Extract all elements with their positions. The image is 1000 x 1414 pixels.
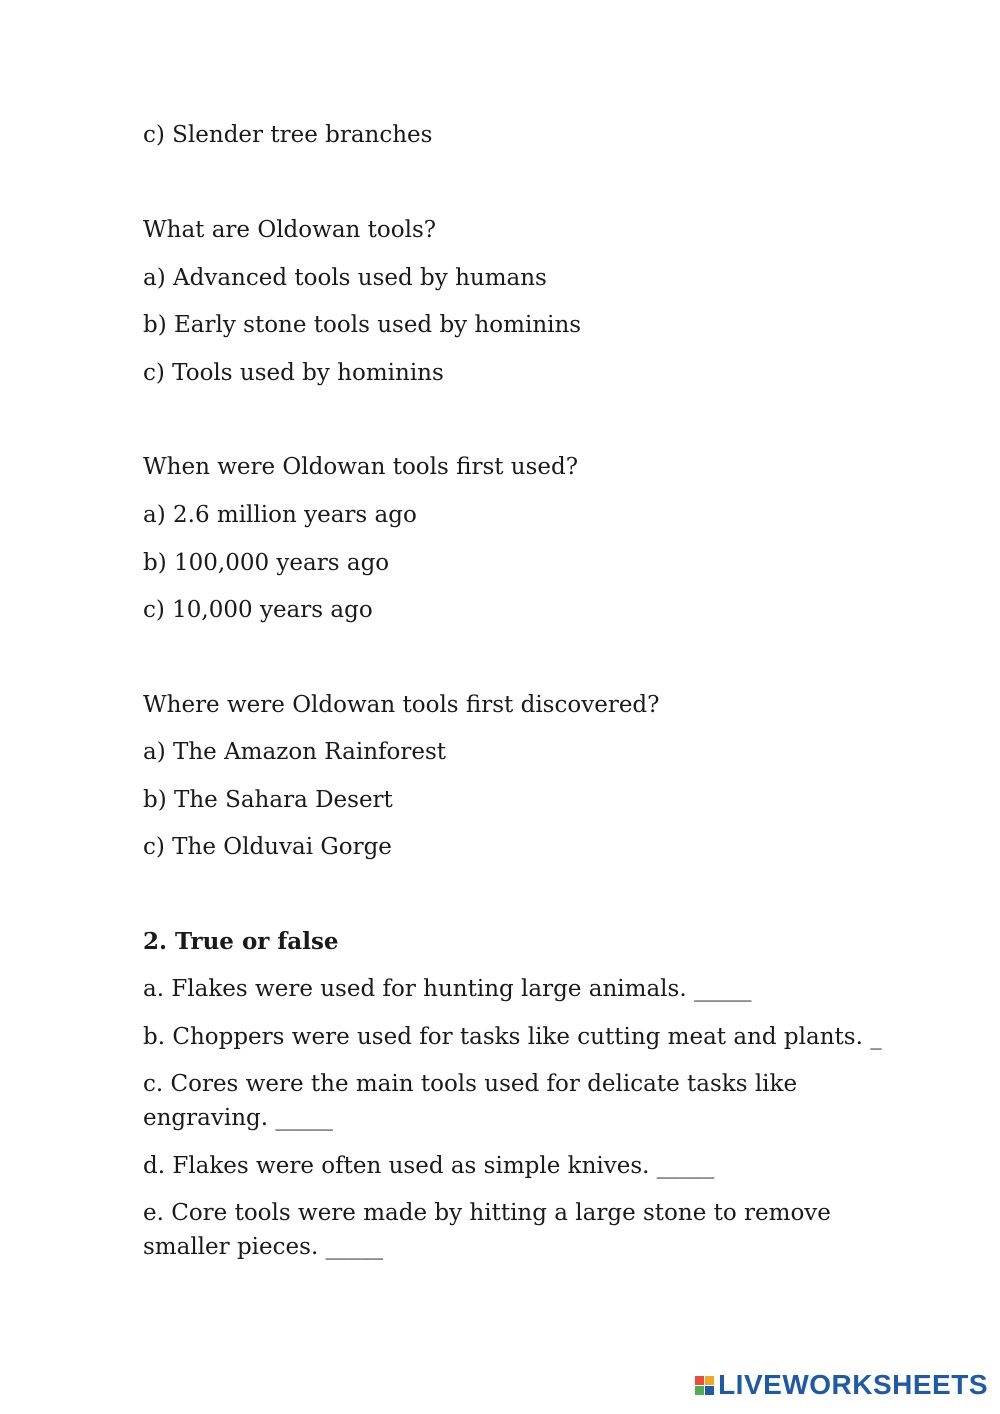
logo-text: LIVEWORKSHEETS [718, 1369, 988, 1400]
q3-option-a: a) The Amazon Rainforest [143, 739, 447, 765]
q1-option-c: c) Tools used by hominins [143, 360, 444, 386]
tf-item-d[interactable]: d. Flakes were often used as simple knives. _____ [143, 1153, 715, 1179]
tf-item-e[interactable]: e. Core tools were made by hitting a large stone to remove smaller pieces. _____ [143, 1200, 831, 1260]
q0-option-c: c) Slender tree branches [143, 122, 433, 148]
q2-question: When were Oldowan tools first used? [143, 454, 579, 480]
q1-option-b: b) Early stone tools used by hominins [143, 312, 582, 338]
tf-item-a[interactable]: a. Flakes were used for hunting large animals. _____ [143, 976, 752, 1002]
q2-option-a: a) 2.6 million years ago [143, 502, 417, 528]
q3-option-c: c) The Olduvai Gorge [143, 834, 392, 860]
q2-option-b: b) 100,000 years ago [143, 550, 390, 576]
q3-option-b: b) The Sahara Desert [143, 787, 393, 813]
true-false-heading: 2. True or false [143, 928, 339, 955]
q1-question: What are Oldowan tools? [143, 217, 437, 243]
tf-item-b[interactable]: b. Choppers were used for tasks like cutting meat and plants. _ [143, 1024, 882, 1050]
liveworksheets-logo-icon [695, 1376, 714, 1395]
liveworksheets-logo [695, 1368, 988, 1402]
q2-option-c: c) 10,000 years ago [143, 597, 373, 623]
q3-question: Where were Oldowan tools first discovered? [143, 692, 660, 718]
tf-item-c[interactable]: c. Cores were the main tools used for delicate tasks like engraving. _____ [143, 1071, 798, 1131]
q1-option-a: a) Advanced tools used by humans [143, 265, 547, 291]
